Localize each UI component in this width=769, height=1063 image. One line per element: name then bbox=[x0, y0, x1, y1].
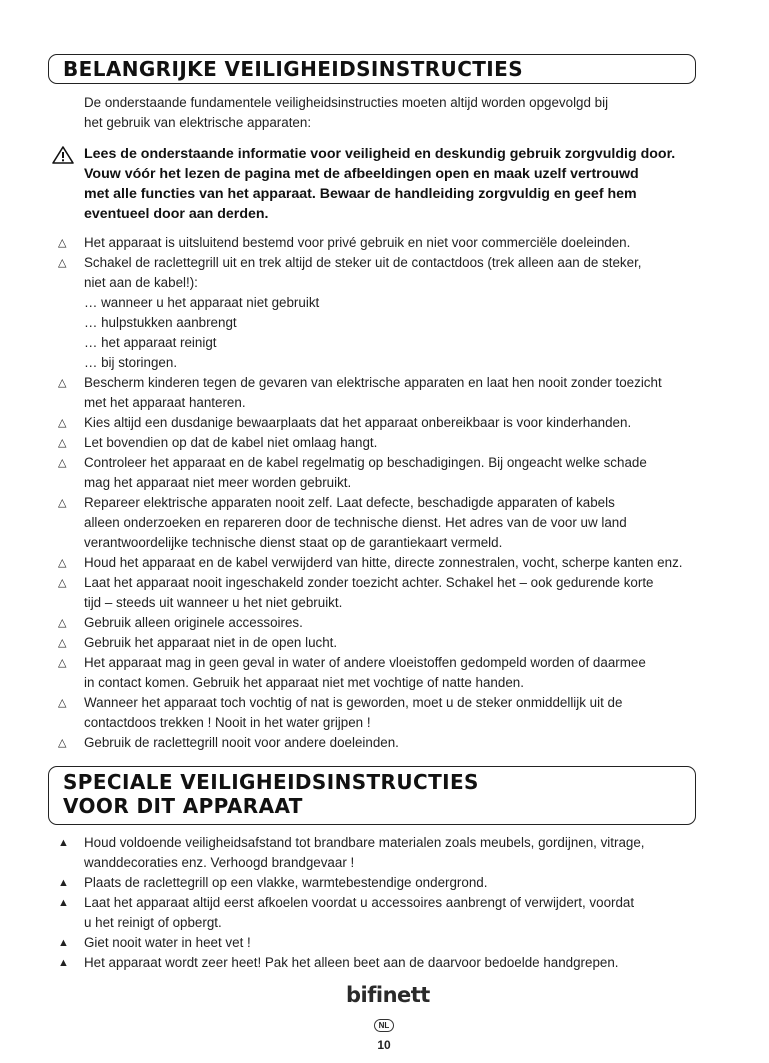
list-item-text: Laat het apparaat altijd eerst afkoelen voordat u accessoires aanbrengt of verwijdert, voordat bbox=[84, 895, 635, 910]
list-item bbox=[52, 373, 712, 413]
safety-instructions-list bbox=[52, 233, 712, 753]
list-item-text: Gebruik de raclettegrill nooit voor andere doeleinden. bbox=[84, 735, 399, 750]
list-item-text: Laat het apparaat nooit ingeschakeld zonder toezicht achter. Schakel het – ook gedurende korte bbox=[84, 575, 654, 590]
list-item-text: Plaats de raclettegrill op een vlakke, warmtebestendige ondergrond. bbox=[84, 875, 488, 890]
intro-paragraph bbox=[84, 93, 684, 133]
bullet-icon: △ bbox=[58, 637, 67, 649]
section-title: BELANGRIJKE VEILIGHEIDSINSTRUCTIES bbox=[63, 57, 524, 81]
bullet-icon: ▲ bbox=[58, 837, 69, 849]
intro-line: De onderstaande fundamentele veiligheidsinstructies moeten altijd worden opgevolgd bij bbox=[84, 95, 609, 110]
list-item-text: alleen onderzoeken en repareren door de technische dienst. Het adres van de voor uw land bbox=[84, 515, 627, 530]
list-item-text: Gebruik het apparaat niet in de open lucht. bbox=[84, 635, 338, 650]
list-item-text: Controleer het apparaat en de kabel regelmatig op beschadigingen. Bij ongeacht welke schade bbox=[84, 455, 647, 470]
warning-line: Vouw vóór het lezen de pagina met de afbeeldingen open en maak uzelf vertrouwd bbox=[84, 166, 639, 182]
list-item bbox=[52, 633, 712, 653]
list-item-text: Het apparaat is uitsluitend bestemd voor privé gebruik en niet voor commerciële doeleinden. bbox=[84, 235, 631, 250]
list-item-text: … wanneer u het apparaat niet gebruikt bbox=[84, 295, 320, 310]
warning-line: Lees de onderstaande informatie voor veiligheid en deskundig gebruik zorgvuldig door. bbox=[84, 146, 676, 162]
bullet-icon: △ bbox=[58, 577, 67, 589]
warning-triangle-icon bbox=[52, 146, 74, 164]
list-item-text: Wanneer het apparaat toch vochtig of nat is geworden, moet u de steker onmiddellijk uit de bbox=[84, 695, 623, 710]
special-instructions-list bbox=[52, 833, 712, 973]
list-item bbox=[52, 833, 712, 873]
list-item-text: niet aan de kabel!): bbox=[84, 275, 198, 290]
section-title-line2: VOOR DIT APPARAAT bbox=[63, 794, 303, 818]
list-item-text: … bij storingen. bbox=[84, 355, 178, 370]
list-item-text: mag het apparaat niet meer worden gebruikt. bbox=[84, 475, 352, 490]
list-item bbox=[52, 893, 712, 933]
list-item bbox=[52, 693, 712, 733]
list-item bbox=[52, 933, 712, 953]
bullet-icon: △ bbox=[58, 657, 67, 669]
bullet-icon: △ bbox=[58, 697, 67, 709]
bullet-icon: △ bbox=[58, 457, 67, 469]
list-item-text: tijd – steeds uit wanneer u het niet gebruikt. bbox=[84, 595, 343, 610]
list-item-text: Houd voldoende veiligheidsafstand tot brandbare materialen zoals meubels, gordijnen, vitrage, bbox=[84, 835, 645, 850]
list-item bbox=[52, 953, 712, 973]
list-item-text: wanddecoraties enz. Verhoogd brandgevaar ! bbox=[84, 855, 355, 870]
language-badge: NL bbox=[374, 1019, 394, 1032]
section-heading-box bbox=[48, 54, 696, 84]
bullet-icon: ▲ bbox=[58, 937, 69, 949]
bullet-icon: △ bbox=[58, 237, 67, 249]
list-item-text: Let bovendien op dat de kabel niet omlaag hangt. bbox=[84, 435, 378, 450]
list-item-text: in contact komen. Gebruik het apparaat niet met vochtige of natte handen. bbox=[84, 675, 524, 690]
list-item bbox=[52, 233, 712, 253]
bullet-icon: △ bbox=[58, 557, 67, 569]
list-item bbox=[52, 613, 712, 633]
list-item bbox=[52, 453, 712, 493]
warning-line: eventueel door aan derden. bbox=[84, 206, 269, 222]
bullet-icon: △ bbox=[58, 257, 67, 269]
list-item bbox=[52, 553, 712, 573]
bullet-icon: ▲ bbox=[58, 957, 69, 969]
warning-text bbox=[84, 144, 692, 224]
list-item-text: Bescherm kinderen tegen de gevaren van elektrische apparaten en laat hen nooit zonder toezicht bbox=[84, 375, 662, 390]
list-item-text: Kies altijd een dusdanige bewaarplaats dat het apparaat onbereikbaar is voor kinderhanden. bbox=[84, 415, 632, 430]
list-item-text: verantwoordelijke technische dienst staat op de garantiekaart vermeld. bbox=[84, 535, 503, 550]
list-item bbox=[52, 873, 712, 893]
list-item bbox=[52, 573, 712, 613]
list-item-text: Het apparaat mag in geen geval in water of andere vloeistoffen gedompeld worden of daarmee bbox=[84, 655, 646, 670]
bullet-icon: △ bbox=[58, 437, 67, 449]
bullet-icon: △ bbox=[58, 497, 67, 509]
bullet-icon: △ bbox=[58, 417, 67, 429]
page-number: 10 bbox=[377, 1038, 391, 1052]
list-item-text: Giet nooit water in heet vet ! bbox=[84, 935, 251, 950]
list-item-text: Repareer elektrische apparaten nooit zelf. Laat defecte, beschadigde apparaten of kabels bbox=[84, 495, 615, 510]
list-item-text: Schakel de raclettegrill uit en trek altijd de steker uit de contactdoos (trek alleen aan de steker, bbox=[84, 255, 642, 270]
bullet-icon: △ bbox=[58, 617, 67, 629]
section-heading-box bbox=[48, 766, 696, 825]
list-item-text: … hulpstukken aanbrengt bbox=[84, 315, 237, 330]
list-item-text: Het apparaat wordt zeer heet! Pak het alleen beet aan de daarvoor bedoelde handgrepen. bbox=[84, 955, 619, 970]
bullet-icon: ▲ bbox=[58, 877, 69, 889]
warning-line: met alle functies van het apparaat. Bewaar de handleiding zorgvuldig en geef hem bbox=[84, 186, 637, 202]
brand-logo: bifinett bbox=[346, 983, 430, 1007]
intro-line: het gebruik van elektrische apparaten: bbox=[84, 115, 312, 130]
bullet-icon: ▲ bbox=[58, 897, 69, 909]
list-item-text: … het apparaat reinigt bbox=[84, 335, 217, 350]
list-item bbox=[52, 433, 712, 453]
list-item bbox=[52, 493, 712, 553]
list-item-text: met het apparaat hanteren. bbox=[84, 395, 246, 410]
list-item-text: contactdoos trekken ! Nooit in het water grijpen ! bbox=[84, 715, 371, 730]
list-item-text: u het reinigt of opbergt. bbox=[84, 915, 222, 930]
list-item bbox=[52, 253, 712, 373]
list-item bbox=[52, 733, 712, 753]
list-item bbox=[52, 653, 712, 693]
list-item-text: Houd het apparaat en de kabel verwijderd van hitte, directe zonnestralen, vocht, scherpe kanten enz. bbox=[84, 555, 683, 570]
section-title-line1: SPECIALE VEILIGHEIDSINSTRUCTIES bbox=[63, 770, 479, 794]
list-item bbox=[52, 413, 712, 433]
bullet-icon: △ bbox=[58, 377, 67, 389]
warning-block bbox=[52, 144, 692, 224]
list-item-text: Gebruik alleen originele accessoires. bbox=[84, 615, 303, 630]
bullet-icon: △ bbox=[58, 737, 67, 749]
